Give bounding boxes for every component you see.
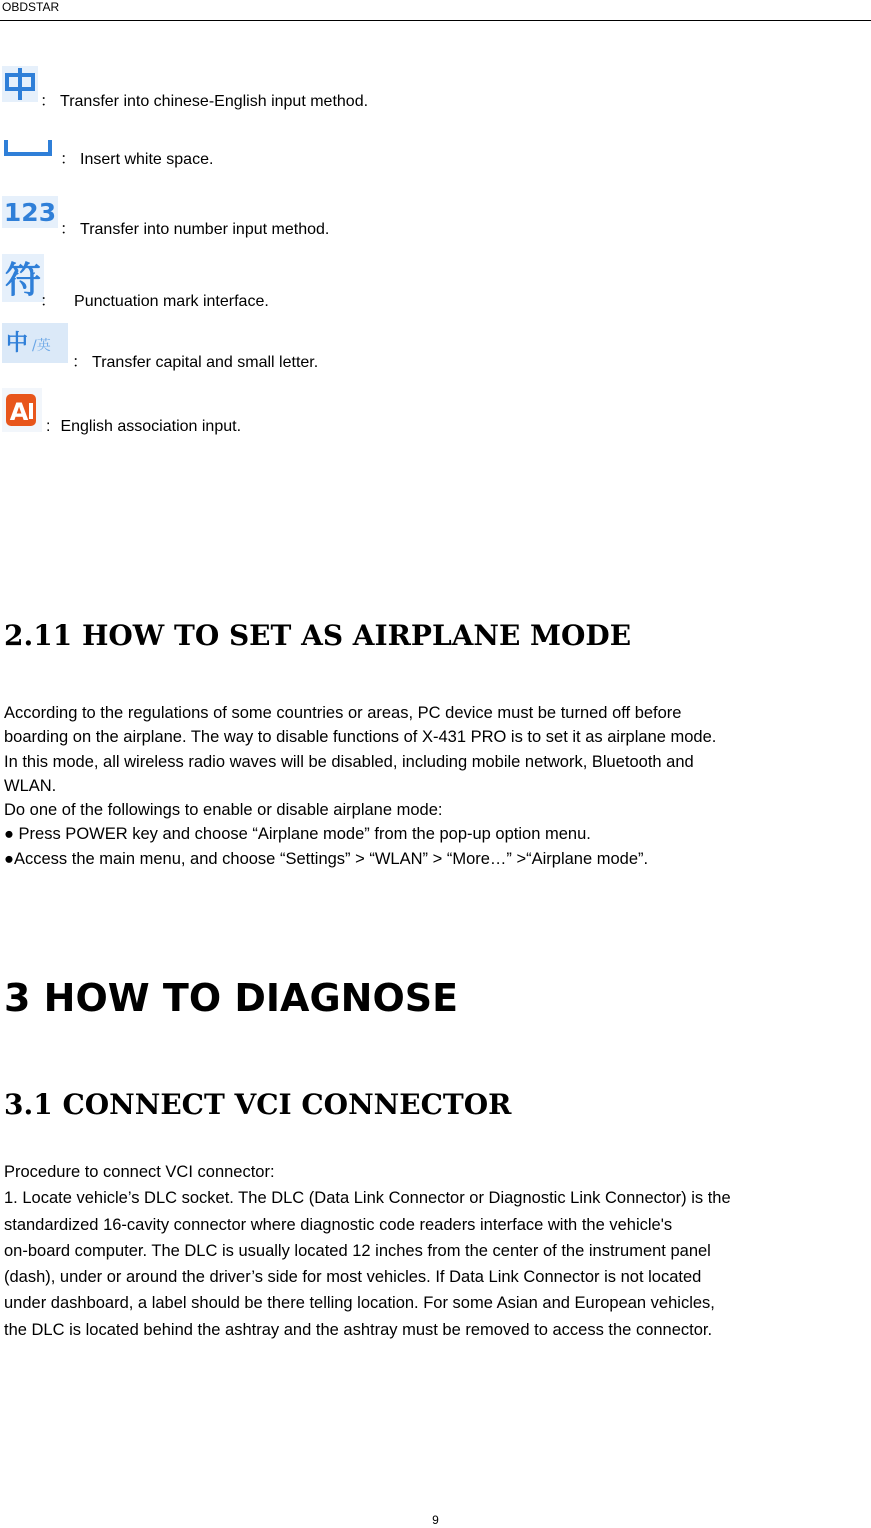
connect-vci-body: [4, 1160, 866, 1342]
ai-association-icon: [2, 388, 42, 432]
body-line: boarding on the airplane. The way to disable functions of X-431 PRO is to set it as airplane mode.: [4, 728, 717, 747]
chapter-heading-diagnose: 3 HOW TO DIAGNOSE: [4, 976, 459, 1020]
svg-text:中: 中: [6, 331, 29, 356]
svg-text:A: A: [9, 398, 29, 426]
zhong-ying-icon: [2, 323, 68, 363]
header-brand: OBDSTAR: [2, 0, 60, 14]
item-description: English association input.: [60, 418, 242, 435]
item-description: Insert white space.: [80, 151, 214, 168]
page-number: 9: [432, 1513, 439, 1527]
number-123-icon: [2, 196, 58, 228]
section-heading-connect-vci: 3.1 CONNECT VCI CONNECTOR: [4, 1088, 512, 1121]
body-line: on-board computer. The DLC is usually located 12 inches from the center of the instrument panel: [4, 1241, 711, 1260]
item-description: Transfer into chinese-English input method.: [60, 93, 369, 110]
section-heading-airplane-mode: 2.11 HOW TO SET AS AIRPLANE MODE: [4, 619, 632, 652]
svg-text:符: 符: [4, 260, 42, 301]
item-separator: :: [46, 418, 51, 435]
item-separator: ：: [60, 221, 77, 238]
item-separator: ：: [72, 354, 89, 371]
body-line: In this mode, all wireless radio waves will be disabled, including mobile network, Bluetooth and: [4, 752, 694, 771]
item-description: Transfer into number input method.: [80, 221, 330, 238]
body-line: standardized 16-cavity connector where diagnostic code readers interface with the vehicle's: [4, 1215, 673, 1234]
bullet-item: ●Access the main menu, and choose “Settings” > “WLAN” > “More…” >“Airplane mode”.: [4, 849, 649, 868]
svg-text:/英: /英: [32, 338, 51, 354]
body-line: Procedure to connect VCI connector:: [4, 1163, 275, 1181]
body-line: under dashboard, a label should be there telling location. For some Asian and European vehicles,: [4, 1294, 715, 1313]
space-bar-icon: [2, 136, 54, 160]
body-line: 1. Locate vehicle’s DLC socket. The DLC (Data Link Connector or Diagnostic Link Connector) is the: [4, 1189, 731, 1208]
airplane-mode-body: [4, 701, 866, 871]
body-line: WLAN.: [4, 776, 57, 795]
body-line: (dash), under or around the driver’s side for most vehicles. If Data Link Connector is not located: [4, 1268, 702, 1287]
item-description: Transfer capital and small letter.: [92, 354, 319, 371]
fu-punctuation-icon: [2, 254, 44, 302]
body-line: the DLC is located behind the ashtray and the ashtray must be removed to access the connector.: [4, 1320, 713, 1339]
item-separator: ：: [40, 93, 57, 110]
item-separator: ：: [40, 293, 57, 310]
body-line: Do one of the followings to enable or disable airplane mode:: [4, 801, 443, 820]
body-line: According to the regulations of some countries or areas, PC device must be turned off before: [4, 704, 682, 722]
item-description: Punctuation mark interface.: [74, 293, 269, 310]
item-separator: ：: [60, 151, 77, 168]
bullet-item: ● Press POWER key and choose “Airplane mode” from the pop-up option menu.: [4, 825, 591, 844]
zhong-icon: [2, 66, 38, 102]
page-header: [0, 0, 871, 21]
svg-text:123: 123: [3, 198, 57, 227]
